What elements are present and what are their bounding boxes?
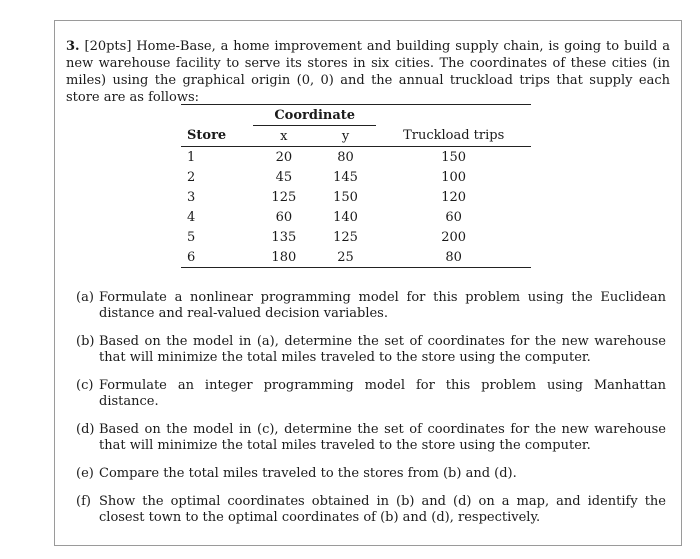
question-item (76, 422, 666, 454)
question-text: Formulate an integer programming model for this problem using Manhattan distance. (99, 378, 666, 409)
trips-header: Truckload trips (376, 126, 531, 147)
y-cell: 150 (333, 189, 358, 205)
store-cell: 3 (187, 189, 196, 205)
table-header-row (181, 126, 531, 147)
y-cell: 80 (337, 149, 354, 165)
question-item (76, 290, 666, 322)
store-cell: 4 (187, 209, 196, 225)
coordinate-group-header: Coordinate (253, 105, 376, 126)
trips-cell: 200 (441, 229, 467, 245)
question-text: Compare the total miles traveled to the stores from (b) and (d). (99, 466, 517, 481)
x-cell: 20 (275, 149, 293, 165)
x-header: x (253, 126, 315, 147)
table-row (181, 247, 531, 268)
table-row (181, 147, 531, 168)
x-cell: 45 (275, 169, 293, 185)
trips-cell: 100 (441, 169, 467, 185)
question-item (76, 494, 666, 526)
question-label: (f) (76, 494, 91, 509)
question-label: (a) (76, 290, 94, 305)
question-item (76, 334, 666, 366)
problem-number: 3. (66, 39, 80, 54)
y-cell: 140 (333, 209, 358, 225)
x-cell: 180 (253, 247, 315, 268)
question-text: Show the optimal coordinates obtained in (b) and (d) on a map, and identify the closest town to the optimal coordinates of (b) and (d), respectively. (99, 494, 666, 525)
table-row (181, 207, 531, 227)
table-group-header-row (181, 105, 531, 126)
table-row (181, 227, 531, 247)
problem-statement (66, 38, 670, 106)
coordinates-table (181, 104, 531, 268)
trips-cell: 120 (441, 189, 467, 205)
x-cell: 125 (271, 189, 297, 205)
table-row (181, 167, 531, 187)
y-cell: 25 (315, 247, 377, 268)
question-label: (c) (76, 378, 94, 393)
store-header: Store (181, 126, 253, 147)
store-cell: 1 (187, 149, 196, 165)
x-cell: 60 (275, 209, 293, 225)
x-cell: 135 (271, 229, 297, 245)
question-label: (d) (76, 422, 95, 437)
question-text: Formulate a nonlinear programming model for this problem using the Euclidean distance and real-valued decision variables. (99, 290, 666, 321)
trips-cell: 150 (441, 149, 467, 165)
question-text: Based on the model in (c), determine the set of coordinates for the new warehouse that will minimize the total miles traveled to the store using the computer. (99, 422, 666, 453)
trips-cell: 80 (376, 247, 531, 268)
trips-cell: 60 (445, 209, 462, 225)
question-item (76, 378, 666, 410)
store-cell: 5 (187, 229, 196, 245)
problem-points: [20pts] (84, 39, 132, 54)
question-label: (b) (76, 334, 95, 349)
y-cell: 145 (333, 169, 358, 185)
question-label: (e) (76, 466, 94, 481)
y-header: y (315, 126, 377, 147)
question-item (76, 466, 666, 482)
store-cell: 2 (187, 169, 196, 185)
store-cell: 6 (181, 247, 253, 268)
problem-text: Home-Base, a home improvement and building supply chain, is going to build a new warehouse facility to serve its stores in six cities. The coordinates of these cities (in miles) using the graphical origin (0, 0) and the annual truckload trips that supply each store are as follows: (66, 39, 670, 105)
y-cell: 125 (333, 229, 358, 245)
question-text: Based on the model in (a), determine the set of coordinates for the new warehouse that will minimize the total miles traveled to the store using the computer. (99, 334, 666, 365)
table-row (181, 187, 531, 207)
question-list (76, 290, 666, 538)
